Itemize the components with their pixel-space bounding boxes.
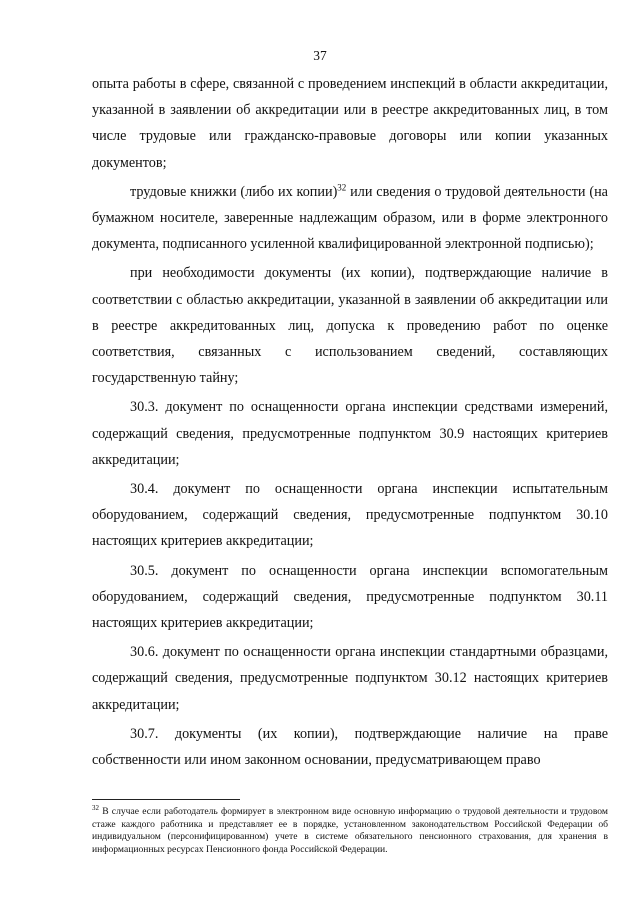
paragraph-employment-records-end: или сведения о трудовой деятельности (на бумажном носителе, заверенные надлежащим образом, или в форме электронного документа, подписанного усиленной квалифицированной электронной подписью);	[92, 183, 608, 253]
paragraph-30-6: 30.6. документ по оснащенности органа инспекции стандартными образцами, содержащий сведения, предусмотренные подпунктом 30.12 настоящих критериев аккредитации;	[92, 644, 608, 713]
paragraph-30-5: 30.5. документ по оснащенности органа инспекции вспомогательным оборудованием, содержащий сведения, предусмотренные подпунктом 30.11 настоящих критериев аккредитации;	[92, 562, 608, 632]
paragraph-30-3: 30.3. документ по оснащенности органа инспекции средствами измерений, содержащий сведения, предусмотренные подпунктом 30.9 настоящих критериев аккредитации;	[92, 399, 608, 468]
document-body	[92, 71, 608, 773]
footnote-reference: 32	[337, 182, 347, 193]
footnote-divider	[92, 799, 240, 800]
footnote-text: В случае если работодатель формирует в электронном виде основную информацию о трудовой деятельности и трудовом стаже каждого работника и представляет ее в порядке, установленном законодательством Российской Федерации об индивидуальном (персонифицированном) учете в системе обязательного пенсионного страхования, для хранения в информационных ресурсах Пенсионного фонда Российской Федерации.	[92, 806, 608, 855]
paragraph-state-secret-clearance: при необходимости документы (их копии), подтверждающие наличие в соответствии с областью аккредитации, указанной в заявлении об аккредитации или в реестре аккредитованных лиц, допуска к проведению работ по оценке соответствия, связанных с использованием сведений, составляющих государственную тайну;	[92, 265, 608, 387]
paragraph-employment-records-start: трудовые книжки (либо их копии)	[130, 183, 338, 200]
paragraph-30-4: 30.4. документ по оснащенности органа инспекции испытательным оборудованием, содержащий сведения, предусмотренные подпунктом 30.10 настоящих критериев аккредитации;	[92, 481, 608, 550]
paragraph-employment-records	[92, 179, 608, 258]
paragraph-work-experience: опыта работы в сфере, связанной с проведением инспекций в области аккредитации, указанной в заявлении об аккредитации или в реестре аккредитованных лиц, в том числе трудовые или гражданско-правовые договоры или копии указанных документов;	[92, 76, 608, 171]
page-number: 37	[313, 48, 327, 63]
footnote	[92, 803, 608, 856]
paragraph-30-7: 30.7. документы (их копии), подтверждающие наличие на праве собственности или ином законном основании, предусматривающем право	[92, 725, 608, 769]
footnote-marker: 32	[92, 803, 99, 812]
